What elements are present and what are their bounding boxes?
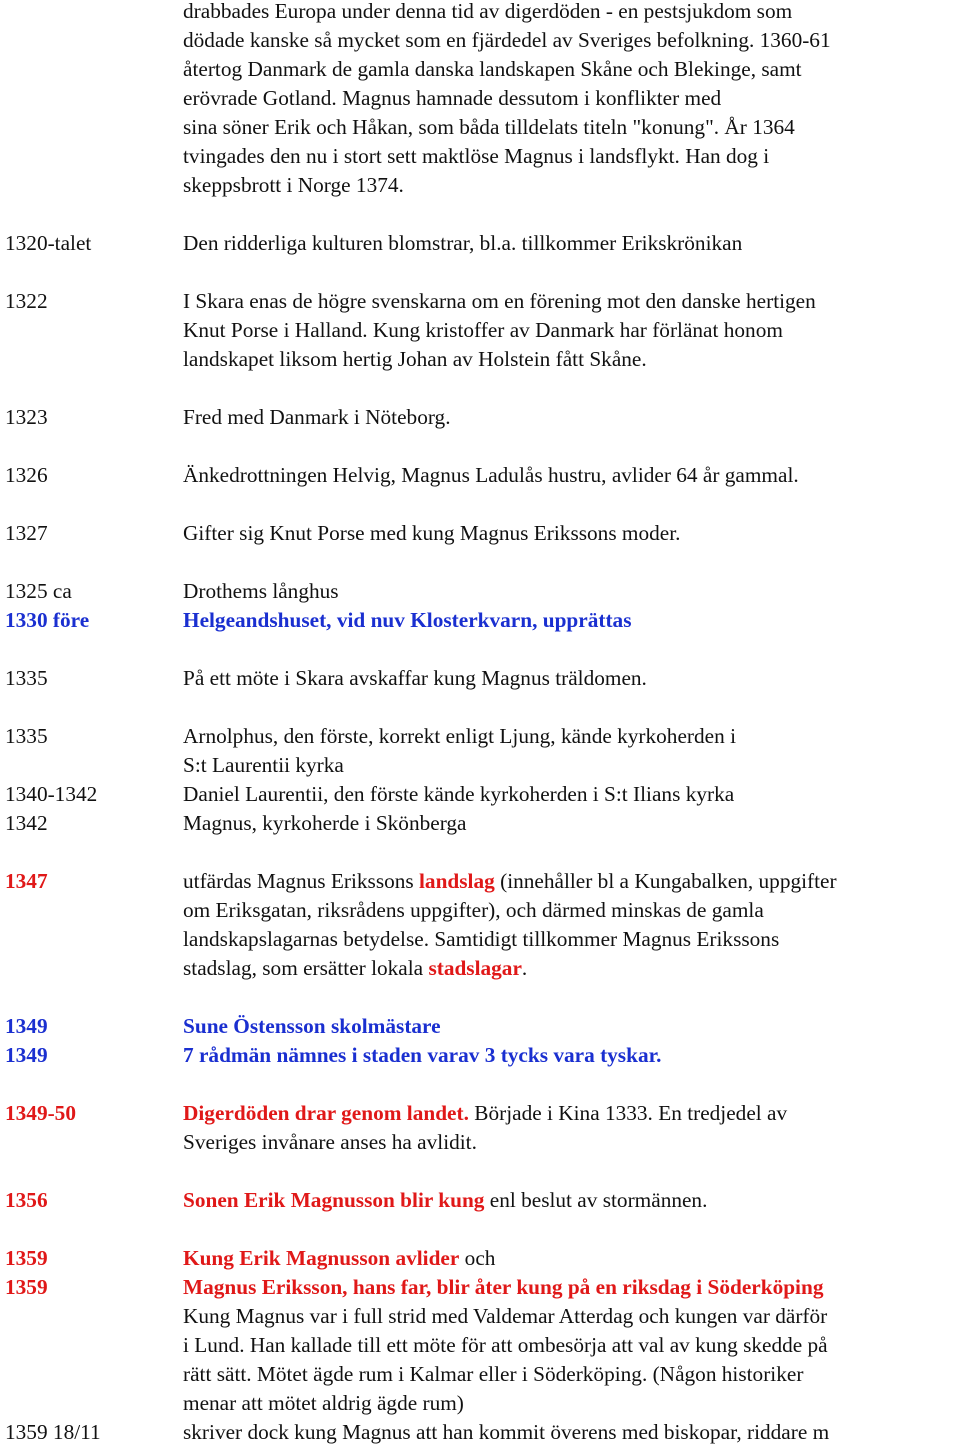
entry-text: Daniel Laurentii, den förste kände kyrkoherden i S:t Ilians kyrka	[183, 782, 735, 806]
entry-text-part: stadslag, som ersätter lokala	[183, 956, 429, 980]
intro-line: tvingades den nu i stort sett maktlöse Magnus i landsflykt. Han dog i	[183, 144, 770, 168]
entry-date: 1359	[5, 1246, 48, 1270]
intro-line: sina söner Erik och Håkan, som båda tilldelats titeln "konung". År 1364	[183, 115, 795, 139]
entry-text: Änkedrottningen Helvig, Magnus Ladulås hustru, avlider 64 år gammal.	[183, 463, 799, 487]
entry-text: Gifter sig Knut Porse med kung Magnus Erikssons moder.	[183, 521, 681, 545]
entry-date: 1359 18/11	[5, 1420, 101, 1444]
entry-text: Knut Porse i Halland. Kung kristoffer av Danmark har förlänat honom	[183, 318, 783, 342]
highlight-term: Digerdöden drar genom landet.	[183, 1101, 469, 1125]
entry-date: 1349	[5, 1043, 48, 1067]
entry-text: Kung Magnus var i full strid med Valdemar Atterdag och kungen var därför	[183, 1304, 828, 1328]
entry-date: 1349-50	[5, 1101, 76, 1125]
highlight-term: Sonen Erik Magnusson blir kung	[183, 1188, 485, 1212]
entry-text: Magnus, kyrkoherde i Skönberga	[183, 811, 467, 835]
entry-text: Arnolphus, den förste, korrekt enligt Ljung, kände kyrkoherden i	[183, 724, 736, 748]
entry-date: 1320-talet	[5, 231, 92, 255]
entry-text: S:t Laurentii kyrka	[183, 753, 344, 777]
entry-text	[183, 867, 837, 896]
entry-text: Magnus Eriksson, hans far, blir åter kung på en riksdag i Söderköping	[183, 1275, 824, 1299]
entry-text-part: Började i Kina 1333. En tredjedel av	[468, 1101, 788, 1125]
entry-text	[183, 1244, 495, 1273]
entry-text: I Skara enas de högre svenskarna om en förening mot den danske hertigen	[183, 289, 816, 313]
intro-line: dödade kanske så mycket som en fjärdedel av Sveriges befolkning. 1360-61	[183, 28, 831, 52]
entry-text: 7 rådmän nämnes i staden varav 3 tycks vara tyskar.	[183, 1043, 662, 1067]
entry-date: 1323	[5, 405, 48, 429]
highlight-term: Kung Erik Magnusson avlider	[183, 1246, 460, 1270]
entry-text: Den ridderliga kulturen blomstrar, bl.a. tillkommer Erikskrönikan	[183, 231, 743, 255]
entry-text: menar att mötet aldrig ägde rum)	[183, 1391, 464, 1415]
entry-text-part: (innehåller bl a Kungabalken, uppgifter	[494, 869, 837, 893]
entry-text	[183, 1099, 787, 1128]
entry-text-part: utfärdas Magnus Erikssons	[183, 869, 420, 893]
entry-date: 1335	[5, 724, 48, 748]
entry-date: 1340-1342	[5, 782, 98, 806]
intro-line: drabbades Europa under denna tid av digerdöden - en pestsjukdom som	[183, 0, 793, 23]
entry-text-part: .	[521, 956, 528, 980]
entry-text: om Eriksgatan, riksrådens uppgifter), och därmed minskas de gamla	[183, 898, 764, 922]
entry-date: 1327	[5, 521, 48, 545]
highlight-term: landslag	[419, 869, 495, 893]
entry-text: På ett möte i Skara avskaffar kung Magnus träldomen.	[183, 666, 647, 690]
entry-date: 1347	[5, 869, 48, 893]
entry-text: i Lund. Han kallade till ett möte för att ombesörja att val av kung skedde på	[183, 1333, 828, 1357]
entry-text-part: och	[459, 1246, 496, 1270]
entry-text: Helgeandshuset, vid nuv Klosterkvarn, upprättas	[183, 608, 632, 632]
entry-date: 1326	[5, 463, 48, 487]
entry-text-part: enl beslut av stormännen.	[484, 1188, 708, 1212]
entry-text	[183, 954, 527, 983]
entry-text: Fred med Danmark i Nöteborg.	[183, 405, 451, 429]
highlight-term: stadslagar	[428, 956, 522, 980]
intro-line: erövrade Gotland. Magnus hamnade dessutom i konflikter med	[183, 86, 722, 110]
entry-date: 1325 ca	[5, 579, 72, 603]
entry-date: 1356	[5, 1188, 48, 1212]
intro-line: skeppsbrott i Norge 1374.	[183, 173, 404, 197]
entry-text: rätt sätt. Mötet ägde rum i Kalmar eller i Söderköping. (Någon historiker	[183, 1362, 804, 1386]
entry-date: 1322	[5, 289, 48, 313]
entry-text: landskapslagarnas betydelse. Samtidigt tillkommer Magnus Erikssons	[183, 927, 780, 951]
entry-text	[183, 1186, 707, 1215]
entry-date: 1342	[5, 811, 48, 835]
entry-text: Drothems långhus	[183, 579, 339, 603]
intro-line: återtog Danmark de gamla danska landskapen Skåne och Blekinge, samt	[183, 57, 802, 81]
entry-date: 1359	[5, 1275, 48, 1299]
entry-date: 1349	[5, 1014, 48, 1038]
entry-text: skriver dock kung Magnus att han kommit överens med biskopar, riddare m	[183, 1420, 830, 1444]
entry-text: Sune Östensson skolmästare	[183, 1014, 441, 1038]
entry-text: landskapet liksom hertig Johan av Holstein fått Skåne.	[183, 347, 647, 371]
entry-text: Sveriges invånare anses ha avlidit.	[183, 1130, 477, 1154]
entry-date: 1330 före	[5, 608, 90, 632]
entry-date: 1335	[5, 666, 48, 690]
